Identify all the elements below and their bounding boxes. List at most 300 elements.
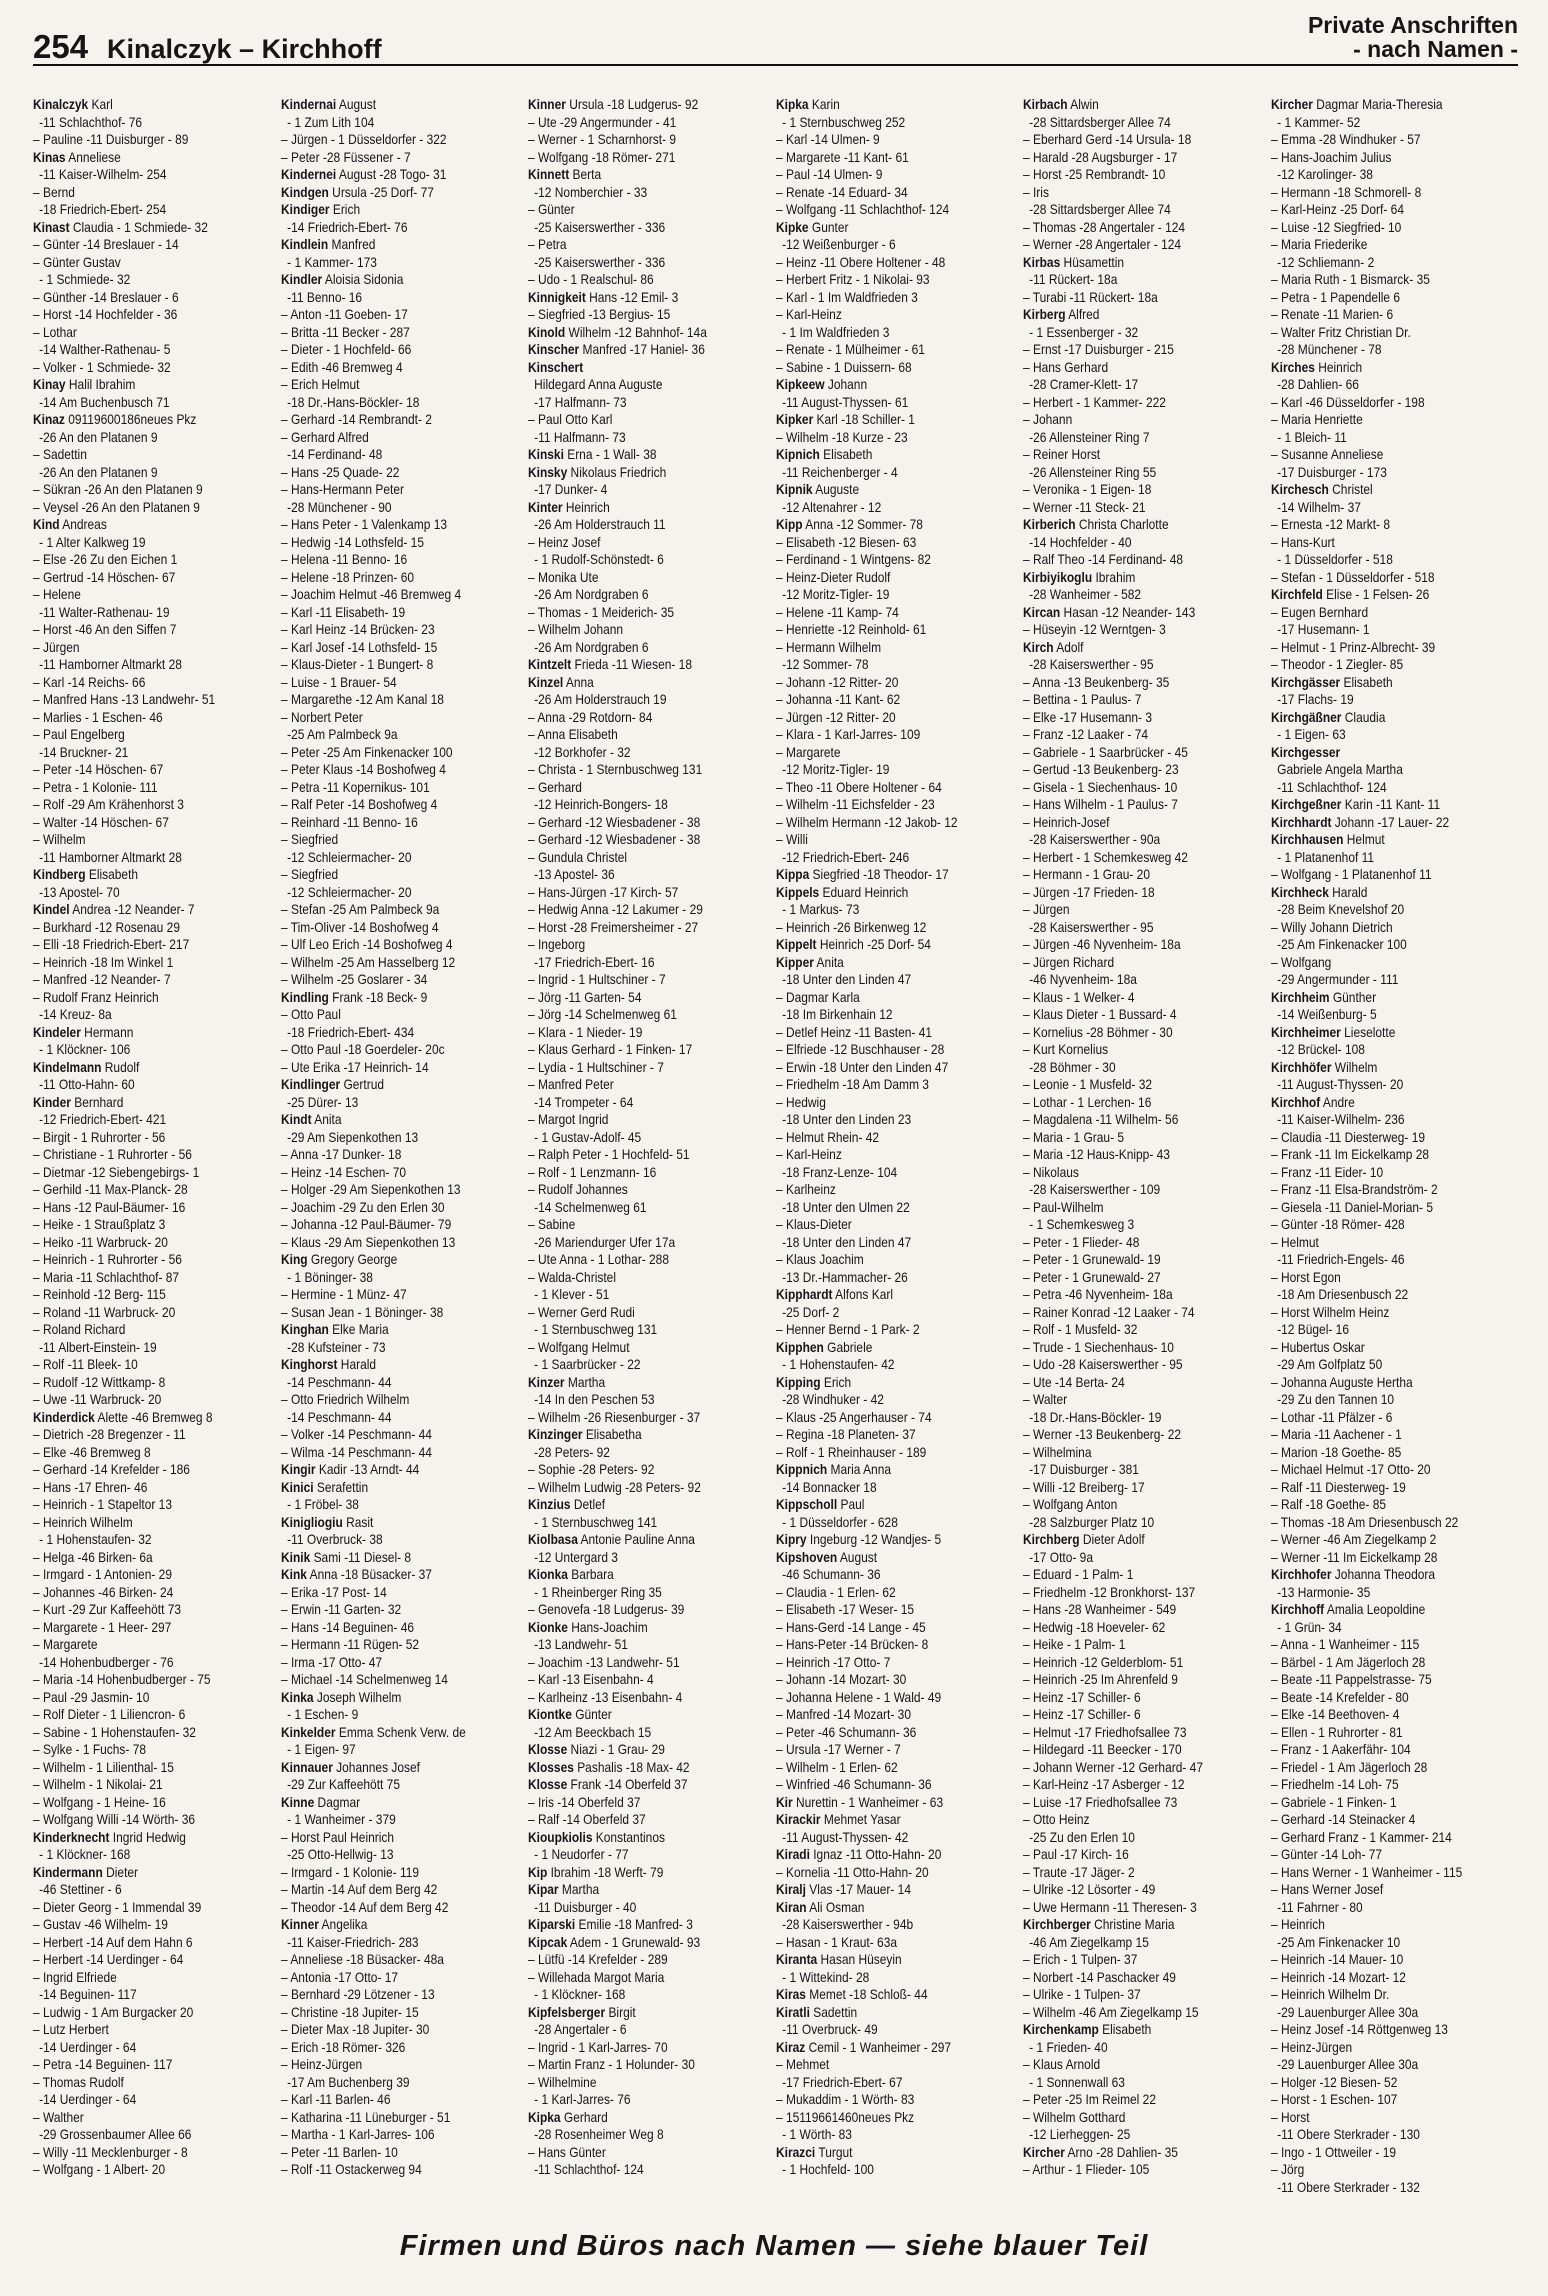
directory-entry bbox=[528, 1951, 739, 1969]
entry-text: – Heinz-Dieter Rudolf bbox=[775, 569, 890, 585]
directory-entry bbox=[281, 779, 492, 797]
surname: Kipping bbox=[775, 1374, 821, 1390]
directory-entry bbox=[281, 1111, 492, 1129]
directory-entry bbox=[776, 1146, 987, 1164]
surname: Kiranta bbox=[775, 1952, 817, 1967]
directory-entry bbox=[1271, 1776, 1482, 1794]
entry-text: Karin -11 Kant- 11 bbox=[1340, 797, 1440, 812]
entry-text: – Bärbel - 1 Am Jägerloch 28 bbox=[1270, 1654, 1425, 1670]
entry-text: – Gabriele - 1 Saarbrücker - 45 bbox=[1023, 744, 1188, 760]
entry-text: – Udo - 1 Realschul- 86 bbox=[528, 272, 654, 287]
entry-text: – Margarete bbox=[33, 1637, 98, 1652]
directory-entry bbox=[281, 1776, 492, 1794]
surname: Kipper bbox=[775, 954, 814, 970]
entry-text: – Willy Johann Dietrich bbox=[1270, 919, 1393, 935]
directory-entry bbox=[528, 1741, 739, 1759]
directory-entry bbox=[281, 1689, 492, 1707]
directory-entry bbox=[776, 1881, 987, 1899]
directory-entry bbox=[1023, 1426, 1234, 1444]
entry-text: – Ralf Theo -14 Ferdinand- 48 bbox=[1023, 552, 1184, 567]
directory-entry bbox=[1023, 849, 1234, 867]
entry-text: – Ralf -18 Goethe- 85 bbox=[1270, 1497, 1386, 1512]
entry-text: – Heinz-Jürgen bbox=[1270, 2039, 1352, 2055]
entry-text: – Jürgen Richard bbox=[1023, 954, 1115, 970]
directory-entry bbox=[281, 481, 492, 499]
entry-text: August bbox=[335, 97, 376, 112]
entry-text: -12 Altenahrer - 12 bbox=[781, 499, 881, 515]
entry-text: – Klaus Dieter - 1 Bussard- 4 bbox=[1023, 1007, 1177, 1022]
directory-entry bbox=[33, 289, 244, 307]
entry-text: -29 Am Siepenkothen 13 bbox=[286, 1129, 418, 1145]
directory-entry bbox=[281, 1146, 492, 1164]
page-header bbox=[33, 12, 1518, 66]
entry-text: -25 Otto-Hellwig- 13 bbox=[286, 1847, 394, 1862]
directory-entry bbox=[1023, 866, 1234, 884]
entry-text: – Jürgen -12 Ritter- 20 bbox=[775, 709, 896, 725]
entry-text: -14 Bruckner- 21 bbox=[39, 744, 129, 760]
entry-text: Gabriele bbox=[823, 1339, 872, 1355]
entry-text: – Luise - 1 Brauer- 54 bbox=[280, 674, 397, 690]
directory-entry bbox=[281, 971, 492, 989]
surname: Kirchhöfer bbox=[1270, 1059, 1331, 1075]
directory-entry bbox=[528, 1321, 739, 1339]
entry-text: - 1 Schemkesweg 3 bbox=[1029, 1217, 1135, 1232]
directory-entry bbox=[1023, 919, 1234, 937]
entry-text: – Nikolaus bbox=[1023, 1164, 1079, 1180]
entry-text: Elisabeth bbox=[819, 447, 872, 462]
directory-entry bbox=[1271, 884, 1482, 902]
entry-text: – Gustav -46 Wilhelm- 19 bbox=[33, 1917, 168, 1932]
surname: Kintzelt bbox=[528, 657, 572, 672]
entry-text: Dagmar bbox=[313, 1794, 360, 1810]
entry-text: -25 Am Palmbeck 9a bbox=[286, 727, 398, 742]
entry-text: – Anna - 1 Wanheimer - 115 bbox=[1270, 1637, 1419, 1652]
entry-text: Wilhelm -12 Bahnhof- 14a bbox=[565, 324, 707, 340]
directory-entry bbox=[1271, 1041, 1482, 1059]
entry-text: Alwin bbox=[1067, 97, 1099, 112]
directory-entry bbox=[1271, 271, 1482, 289]
entry-text: Alfred bbox=[1065, 307, 1100, 322]
entry-text: – Karl Josef -14 Lothsfeld- 15 bbox=[280, 639, 437, 655]
entry-text: -26 Am Nordgraben 6 bbox=[534, 587, 649, 602]
directory-entry bbox=[528, 1514, 739, 1532]
directory-entry bbox=[1271, 2161, 1482, 2179]
directory-entry bbox=[528, 1986, 739, 2004]
directory-entry bbox=[33, 2021, 244, 2039]
entry-text: -12 Brückel- 108 bbox=[1276, 1042, 1365, 1057]
directory-entry bbox=[776, 271, 987, 289]
surname: Kinold bbox=[528, 324, 566, 340]
entry-text: -13 Landwehr- 51 bbox=[534, 1637, 628, 1652]
surname: Kircan bbox=[1023, 604, 1061, 620]
entry-text: – Ingeborg bbox=[528, 937, 586, 952]
directory-entry bbox=[281, 1846, 492, 1864]
entry-text: - 1 Sonnenwall 63 bbox=[1029, 2074, 1125, 2090]
entry-text: – Rainer Konrad -12 Laaker - 74 bbox=[1023, 1304, 1195, 1320]
entry-text: – Theodor -14 Auf dem Berg 42 bbox=[280, 1899, 448, 1915]
entry-text: – Siegfried bbox=[280, 867, 338, 882]
entry-text: -18 Unter den Ulmen 22 bbox=[781, 1199, 910, 1215]
directory-entry bbox=[776, 849, 987, 867]
directory-entry bbox=[1271, 621, 1482, 639]
entry-text: - 1 Sternbuschweg 141 bbox=[534, 1514, 658, 1530]
entry-text: -26 Mariendurger Ufer 17a bbox=[534, 1234, 676, 1250]
entry-text: - 1 Klöckner- 168 bbox=[39, 1847, 131, 1862]
entry-text: – Wilhelm - 1 Lilienthal- 15 bbox=[33, 1759, 174, 1775]
surname: Kippnich bbox=[775, 1462, 827, 1477]
entry-text: – Franz -11 Elsa-Brandström- 2 bbox=[1270, 1182, 1438, 1197]
directory-entry bbox=[1023, 1496, 1234, 1514]
entry-text: Gabriele Angela Martha bbox=[1276, 762, 1403, 777]
directory-entry bbox=[281, 1216, 492, 1234]
directory-entry bbox=[281, 674, 492, 692]
entry-text: - 1 Rudolf-Schönstedt- 6 bbox=[534, 552, 664, 567]
entry-text: – Irma -17 Otto- 47 bbox=[280, 1654, 382, 1670]
entry-text: – Joachim Helmut -46 Bremweg 4 bbox=[280, 587, 461, 602]
directory-entry bbox=[1271, 1846, 1482, 1864]
directory-entry bbox=[776, 1899, 987, 1917]
directory-entry bbox=[281, 1304, 492, 1322]
entry-text: – Wilhelm -46 Am Ziegelkamp 15 bbox=[1023, 2004, 1199, 2020]
directory-entry bbox=[1023, 1829, 1234, 1847]
directory-entry bbox=[33, 534, 244, 552]
directory-entry bbox=[281, 1356, 492, 1374]
directory-entry bbox=[776, 2161, 987, 2179]
directory-entry bbox=[1023, 971, 1234, 989]
entry-text: -26 Am Holderstrauch 19 bbox=[534, 692, 667, 707]
entry-text: – Karl-Heinz bbox=[775, 1147, 842, 1162]
surname: Kipka bbox=[775, 97, 809, 112]
directory-entry bbox=[33, 1496, 244, 1514]
directory-entry bbox=[528, 96, 739, 114]
entry-text: – Karlheinz -13 Eisenbahn- 4 bbox=[528, 1689, 683, 1705]
entry-text: – Sadettin bbox=[33, 447, 87, 462]
surname: Kippels bbox=[775, 884, 819, 900]
directory-entry bbox=[33, 989, 244, 1007]
directory-entry bbox=[1023, 1059, 1234, 1077]
entry-text: - 1 Schmiede- 32 bbox=[39, 272, 131, 287]
entry-text: – Sabine - 1 Duissern- 68 bbox=[775, 359, 912, 375]
entry-text: Barbara bbox=[567, 1567, 614, 1582]
entry-text: -17 Friedrich-Ebert- 67 bbox=[781, 2074, 902, 2090]
directory-entry bbox=[776, 464, 987, 482]
entry-text: – Werner -13 Beukenberg- 22 bbox=[1023, 1427, 1182, 1442]
entry-text: -28 Kaiserswerther - 94b bbox=[781, 1917, 913, 1932]
directory-entry bbox=[776, 324, 987, 342]
directory-entry bbox=[281, 884, 492, 902]
entry-text: – Britta -11 Becker - 287 bbox=[280, 324, 410, 340]
entry-text: Anna bbox=[563, 674, 594, 690]
directory-entry bbox=[1271, 236, 1482, 254]
entry-text: -26 Am Nordgraben 6 bbox=[534, 639, 649, 655]
directory-entry bbox=[776, 1584, 987, 1602]
entry-text: – Karl -14 Ulmen- 9 bbox=[775, 132, 880, 147]
directory-entry bbox=[776, 1409, 987, 1427]
directory-entry bbox=[1271, 114, 1482, 132]
entry-text: Ibrahim -18 Werft- 79 bbox=[547, 1864, 664, 1880]
directory-entry bbox=[1023, 1444, 1234, 1462]
entry-text: – Gertrud -14 Höschen- 67 bbox=[33, 569, 176, 585]
directory-entry bbox=[528, 1479, 739, 1497]
directory-entry bbox=[528, 901, 739, 919]
directory-entry bbox=[33, 796, 244, 814]
directory-entry bbox=[776, 411, 987, 429]
entry-text: – Petra bbox=[528, 237, 567, 252]
directory-entry bbox=[776, 2144, 987, 2162]
directory-entry bbox=[528, 516, 739, 534]
directory-entry bbox=[33, 1339, 244, 1357]
entry-text: -25 Zu den Erlen 10 bbox=[1029, 1829, 1135, 1845]
entry-text: – Lütfü -14 Krefelder - 289 bbox=[528, 1952, 668, 1967]
directory-entry bbox=[1023, 1671, 1234, 1689]
directory-entry bbox=[1271, 586, 1482, 604]
directory-entry bbox=[1271, 901, 1482, 919]
entry-text: – Johann Werner -12 Gerhard- 47 bbox=[1023, 1759, 1203, 1775]
entry-text: – Leonie - 1 Musfeld- 32 bbox=[1023, 1077, 1153, 1092]
surname: Kiran bbox=[775, 1899, 807, 1915]
directory-entry bbox=[776, 954, 987, 972]
directory-entry bbox=[528, 1899, 739, 1917]
entry-text: – Hans Werner - 1 Wanheimer - 115 bbox=[1270, 1864, 1462, 1880]
entry-text: – Anna -17 Dunker- 18 bbox=[280, 1147, 401, 1162]
entry-text: – Rolf -11 Ostackerweg 94 bbox=[280, 2162, 422, 2177]
directory-entry bbox=[1023, 796, 1234, 814]
entry-text: -11 Overbruck- 49 bbox=[781, 2022, 878, 2037]
entry-text: Hermann bbox=[80, 1024, 134, 1040]
surname: Kinnigkeit bbox=[528, 289, 586, 305]
entry-text: – Harald -28 Augsburger - 17 bbox=[1023, 149, 1178, 165]
directory-entry bbox=[1271, 1111, 1482, 1129]
entry-text: - 1 Kammer- 52 bbox=[1276, 114, 1360, 130]
entry-text: -28 Kaiserswerther - 109 bbox=[1029, 1182, 1161, 1197]
directory-entry bbox=[1271, 989, 1482, 1007]
entry-text: – Heinz -11 Obere Holtener - 48 bbox=[775, 254, 945, 270]
directory-entry bbox=[528, 1269, 739, 1287]
directory-entry bbox=[528, 639, 739, 657]
entry-text: Erich bbox=[329, 202, 360, 217]
directory-entry bbox=[776, 1426, 987, 1444]
directory-entry bbox=[528, 289, 739, 307]
directory-entry bbox=[528, 481, 739, 499]
entry-text: -17 Otto- 9a bbox=[1029, 1549, 1094, 1565]
entry-text: – Beate -11 Pappelstrasse- 75 bbox=[1270, 1672, 1432, 1687]
entry-text: Nikolaus Friedrich bbox=[567, 464, 667, 480]
directory-entry bbox=[1023, 481, 1234, 499]
directory-entry bbox=[281, 936, 492, 954]
surname: Kindberg bbox=[33, 867, 86, 882]
directory-entry bbox=[1271, 1129, 1482, 1147]
directory-entry bbox=[1023, 1566, 1234, 1584]
directory-entry bbox=[33, 919, 244, 937]
directory-entry bbox=[1271, 971, 1482, 989]
directory-entry bbox=[33, 411, 244, 429]
entry-text: Cemil - 1 Wanheimer - 297 bbox=[804, 2039, 951, 2055]
entry-text: -14 Peschmann- 44 bbox=[286, 1409, 392, 1425]
entry-text: – Günter -18 Römer- 428 bbox=[1270, 1217, 1405, 1232]
entry-text: – Peter -11 Barlen- 10 bbox=[280, 2144, 398, 2160]
entry-text: – Elke -46 Bremweg 8 bbox=[33, 1444, 151, 1460]
entry-text: – Wilhelm Ludwig -28 Peters- 92 bbox=[528, 1479, 701, 1495]
entry-text: Christine Maria bbox=[1090, 1917, 1175, 1932]
directory-entry bbox=[1271, 1584, 1482, 1602]
entry-text: – Marion -18 Goethe- 85 bbox=[1270, 1444, 1401, 1460]
entry-text: – Helene -18 Prinzen- 60 bbox=[280, 569, 414, 585]
entry-text: – Arthur - 1 Flieder- 105 bbox=[1023, 2162, 1150, 2177]
entry-text: – Helmut - 1 Prinz-Albrecht- 39 bbox=[1270, 639, 1435, 655]
directory-entry bbox=[1023, 114, 1234, 132]
entry-text: -17 Friedrich-Ebert- 16 bbox=[534, 954, 655, 970]
entry-text: – Thomas - 1 Meiderich- 35 bbox=[528, 604, 675, 620]
entry-text: – Klaus -25 Angerhauser - 74 bbox=[775, 1409, 932, 1425]
directory-entry bbox=[1271, 2126, 1482, 2144]
entry-text: – Friedel - 1 Am Jägerloch 28 bbox=[1270, 1759, 1427, 1775]
directory-entry bbox=[281, 744, 492, 762]
directory-entry bbox=[1023, 761, 1234, 779]
directory-entry bbox=[776, 1094, 987, 1112]
entry-text: -14 Weißenburg- 5 bbox=[1276, 1007, 1377, 1022]
directory-entry bbox=[33, 1321, 244, 1339]
entry-text: – Rudolf Johannes bbox=[528, 1182, 628, 1197]
entry-text: – Jürgen bbox=[33, 639, 80, 655]
entry-text: – Veronika - 1 Eigen- 18 bbox=[1023, 482, 1152, 497]
directory-entry bbox=[528, 149, 739, 167]
entry-text: – Roland Richard bbox=[33, 1322, 126, 1337]
entry-text: Aloisia Sidonia bbox=[321, 272, 403, 287]
directory-entry bbox=[776, 1286, 987, 1304]
entry-text: Karl bbox=[88, 97, 113, 112]
directory-entry bbox=[1271, 779, 1482, 797]
directory-entry bbox=[776, 2004, 987, 2022]
entry-text: Kadir -13 Arndt- 44 bbox=[315, 1462, 419, 1477]
directory-entry bbox=[1023, 411, 1234, 429]
directory-entry bbox=[528, 1286, 739, 1304]
directory-entry bbox=[1271, 1811, 1482, 1829]
surname: Klosse bbox=[528, 1742, 568, 1757]
directory-entry bbox=[1271, 429, 1482, 447]
entry-text: Rasit bbox=[342, 1514, 373, 1530]
entry-text: – Heinz -17 Schiller- 6 bbox=[1023, 1689, 1141, 1705]
directory-entry bbox=[528, 376, 739, 394]
entry-text: – Frank -11 Im Eickelkamp 28 bbox=[1270, 1147, 1429, 1162]
directory-entry bbox=[281, 219, 492, 237]
directory-entry bbox=[1271, 1899, 1482, 1917]
entry-text: -28 Münchener - 78 bbox=[1276, 342, 1382, 357]
entry-text: – Anna -29 Rotdorn- 84 bbox=[528, 709, 653, 725]
directory-entry bbox=[776, 429, 987, 447]
surname: Kirchhofer bbox=[1270, 1567, 1331, 1582]
entry-text: Antonie Pauline Anna bbox=[577, 1532, 695, 1547]
surname: Kirbach bbox=[1023, 97, 1068, 112]
directory-entry bbox=[1271, 166, 1482, 184]
entry-text: Elisabeth bbox=[85, 867, 139, 882]
surname: Klosse bbox=[528, 1777, 568, 1792]
directory-entry bbox=[33, 1549, 244, 1567]
directory-entry bbox=[776, 1706, 987, 1724]
entry-text: – 15119661460neues Pkz bbox=[775, 2109, 914, 2125]
directory-entry bbox=[1023, 1269, 1234, 1287]
directory-entry bbox=[1271, 2056, 1482, 2074]
entry-text: -14 Friedrich-Ebert- 76 bbox=[286, 219, 407, 235]
surname: Kipcak bbox=[528, 1934, 568, 1950]
entry-text: – Anneliese -18 Büsacker- 48a bbox=[280, 1952, 444, 1967]
directory-entry bbox=[281, 569, 492, 587]
directory-entry bbox=[1023, 1514, 1234, 1532]
entry-text: -11 Otto-Hahn- 60 bbox=[39, 1077, 135, 1092]
directory-entry bbox=[1271, 1199, 1482, 1217]
entry-text: -26 Allensteiner Ring 55 bbox=[1029, 464, 1157, 480]
entry-text: – Erich -18 Römer- 326 bbox=[280, 2039, 405, 2055]
directory-entry bbox=[281, 1706, 492, 1724]
entry-text: -25 Kaiserswerther - 336 bbox=[534, 254, 666, 270]
entry-text: Ali Osman bbox=[806, 1899, 864, 1915]
entry-text: – Peter -46 Schumann- 36 bbox=[775, 1724, 916, 1740]
entry-text: - 1 Wanheimer - 379 bbox=[286, 1812, 396, 1827]
entry-text: - 1 Klöckner- 168 bbox=[534, 1987, 626, 2002]
surname: Kiolbasa bbox=[528, 1532, 578, 1547]
entry-text: Amalia Leopoldine bbox=[1323, 1602, 1425, 1617]
directory-entry bbox=[281, 1321, 492, 1339]
entry-text: -14 Wilhelm- 37 bbox=[1276, 499, 1361, 515]
directory-entry bbox=[33, 306, 244, 324]
directory-entry bbox=[776, 236, 987, 254]
entry-text: -14 Peschmann- 44 bbox=[286, 1374, 392, 1390]
entry-text: - 1 Klever - 51 bbox=[534, 1287, 610, 1302]
directory-entry bbox=[281, 1286, 492, 1304]
entry-text: - 1 Sternbuschweg 252 bbox=[781, 114, 905, 130]
directory-entry bbox=[776, 814, 987, 832]
entry-text: – Petra - 1 Papendelle 6 bbox=[1270, 289, 1400, 305]
directory-entry bbox=[528, 1811, 739, 1829]
directory-entry bbox=[1271, 1724, 1482, 1742]
entry-text: – Ralf -11 Diesterweg- 19 bbox=[1270, 1479, 1406, 1495]
entry-text: - 1 Sternbuschweg 131 bbox=[534, 1322, 658, 1337]
directory-entry bbox=[528, 429, 739, 447]
directory-entry bbox=[1271, 1461, 1482, 1479]
entry-text: – Karl -13 Eisenbahn- 4 bbox=[528, 1672, 654, 1687]
directory-entry bbox=[776, 201, 987, 219]
entry-text: – Hüseyin -12 Werntgen- 3 bbox=[1023, 622, 1166, 637]
column-1 bbox=[33, 96, 281, 2216]
directory-entry bbox=[33, 131, 244, 149]
directory-entry bbox=[281, 464, 492, 482]
entry-text: – Heinrich -17 Otto- 7 bbox=[775, 1654, 890, 1670]
directory-entry bbox=[776, 1059, 987, 1077]
entry-text: – Renate -11 Marien- 6 bbox=[1270, 307, 1393, 322]
entry-text: – Michael -14 Schelmenweg 14 bbox=[280, 1672, 448, 1687]
directory-entry bbox=[1023, 1636, 1234, 1654]
entry-text: - 1 Markus- 73 bbox=[781, 902, 859, 917]
directory-entry bbox=[776, 534, 987, 552]
directory-entry bbox=[1271, 1706, 1482, 1724]
directory-entry bbox=[1023, 1321, 1234, 1339]
directory-entry bbox=[33, 1391, 244, 1409]
entry-text: – Rolf - 1 Rheinhauser - 189 bbox=[775, 1444, 926, 1460]
entry-text: Dieter bbox=[102, 1864, 139, 1880]
entry-text: – Jürgen -46 Nyvenheim- 18a bbox=[1023, 937, 1181, 952]
directory-entry bbox=[776, 1951, 987, 1969]
directory-entry bbox=[1271, 219, 1482, 237]
entry-text: -28 Kaiserswerther - 95 bbox=[1029, 919, 1154, 935]
entry-text: Anna -18 Büsacker- 37 bbox=[306, 1567, 432, 1582]
directory-entry bbox=[528, 1216, 739, 1234]
directory-entry bbox=[1023, 1899, 1234, 1917]
entry-text: -11 Albert-Einstein- 19 bbox=[39, 1339, 157, 1355]
entry-text: – Roland -11 Warbruck- 20 bbox=[33, 1304, 176, 1320]
directory-entry bbox=[1271, 1234, 1482, 1252]
directory-entry bbox=[33, 761, 244, 779]
entry-text: – Otto Paul -18 Goerdeler- 20c bbox=[280, 1042, 445, 1057]
directory-entry bbox=[1271, 2039, 1482, 2057]
